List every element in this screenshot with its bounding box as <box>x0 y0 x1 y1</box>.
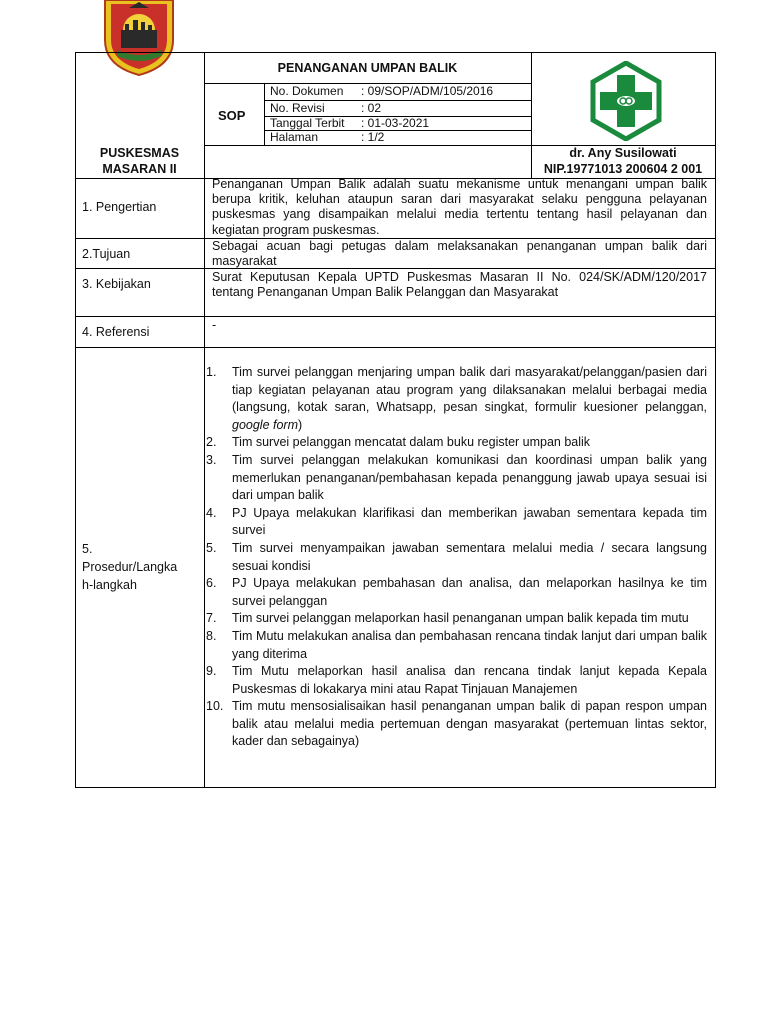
table-border-top <box>75 52 716 53</box>
step-number: 5. <box>206 540 217 555</box>
row-referensi-bottom <box>75 347 716 348</box>
kebijakan-text: Surat Keputusan Kepala UPTD Puskesmas Masaran II No. 024/SK/ADM/120/2017 tentang Penanganan Umpan Balik Pelanggan dan Masyarakat <box>212 270 707 300</box>
meta-value-tanggal-terbit: : 01-03-2021 <box>361 116 430 130</box>
step-number: 3. <box>206 452 217 467</box>
tujuan-text: Sebagai acuan bagi petugas dalam melaksanakan penanganan umpan balik dari masyarakat <box>212 239 707 269</box>
meta-label-no-revisi: No. Revisi <box>270 101 325 115</box>
regency-emblem-logo <box>103 0 175 76</box>
label-prosedur-line3: h-langkah <box>82 578 137 592</box>
label-prosedur-line1: 5. <box>82 542 93 556</box>
document-title: PENANGANAN UMPAN BALIK <box>277 61 458 75</box>
meta-label-halaman: Halaman <box>270 130 319 144</box>
step-number: 8. <box>206 628 217 643</box>
step-text: Tim Mutu melakukan analisa dan pembahasan rencana tindak lanjut dari umpan balik yang diterima <box>232 628 707 661</box>
row-kebijakan-bottom <box>75 316 716 317</box>
step-text: Tim mutu mensosialisaikan hasil penanganan umpan balik di papan respon umpan balik atau melalui media pertemuan dengan masyarakat (pertemuan lintas sektor, kader dan sebagainya) <box>232 699 707 749</box>
step-text: PJ Upaya melakukan klarifikasi dan memberikan jawaban sementara kepada tim survei <box>232 505 707 538</box>
procedure-step <box>206 575 707 610</box>
meta-value-no-revisi: : 02 <box>361 101 382 115</box>
signer-name: dr. Any Susilowati <box>569 146 677 160</box>
step-text: Tim survei menyampaikan jawaban sementara melalui media / secara langsung sesuai kondisi <box>232 540 707 573</box>
sop-label: SOP <box>218 108 246 123</box>
step-number: 7. <box>206 611 217 626</box>
sop-meta-divider <box>264 83 265 145</box>
label-kebijakan: 3. Kebijakan <box>82 277 151 291</box>
procedure-step <box>206 364 707 434</box>
procedure-step <box>206 610 707 628</box>
step-number: 6. <box>206 576 217 591</box>
org-name-line1: PUSKESMAS <box>99 146 180 160</box>
puskesmas-cross-logo <box>586 61 666 141</box>
step-text: Tim survei pelanggan menjaring umpan balik dari masyarakat/pelanggan/pasien dari tiap kegiatan pelayanan atau program yang dilaksanakan melalui berbagai media (langsung, kotak saran, Whatsapp, pesan singkat, formulir kuesioner pelanggan, <box>232 365 707 415</box>
step-number: 10. <box>206 699 224 714</box>
step-number: 2. <box>206 435 217 450</box>
table-border-bottom <box>75 787 716 788</box>
step-text: Tim survei pelanggan melakukan komunikasi dan koordinasi umpan balik yang memerlukan penanganan/pembahasan kepada penanggung jawab upaya sesuai isi dari umpan balik <box>232 452 707 503</box>
step-text: PJ Upaya melakukan pembahasan dan analisa, dan melaporkan hasilnya ke tim survei pelanggan <box>232 576 707 608</box>
meta-label-no-dokumen: No. Dokumen <box>270 84 344 98</box>
step-text: Tim survei pelanggan melaporkan hasil penanganan umpan balik kepada tim mutu <box>232 611 689 626</box>
meta-value-halaman: : 1/2 <box>361 130 385 144</box>
signer-nip: NIP.19771013 200604 2 001 <box>543 162 703 176</box>
referensi-text: - <box>212 318 217 332</box>
meta-value-no-dokumen: : 09/SOP/ADM/105/2016 <box>361 84 494 98</box>
procedure-step <box>206 452 707 505</box>
procedure-step <box>206 663 707 698</box>
procedure-step <box>206 434 707 452</box>
step-number: 1. <box>206 365 217 379</box>
procedure-step <box>206 698 707 751</box>
label-referensi: 4. Referensi <box>82 325 150 339</box>
step-text: Tim Mutu melaporkan hasil analisa dan rencana tindak lanjut kepada Kepala Puskesmas di lokakarya mini atau Rapat Tinjauan Manajemen <box>232 664 707 696</box>
meta-label-tanggal-terbit: Tanggal Terbit <box>270 116 345 130</box>
col-divider-1 <box>204 52 205 788</box>
procedure-steps-list <box>206 364 707 751</box>
procedure-step <box>206 540 707 575</box>
step-text: Tim survei pelanggan mencatat dalam buku register umpan balik <box>232 435 591 450</box>
table-border-right <box>715 52 716 788</box>
step-text-italic: google form <box>232 417 299 432</box>
label-pengertian: 1. Pengertian <box>82 200 157 214</box>
pengertian-text: Penanganan Umpan Balik adalah suatu mekanisme untuk menangani umpan balik berupa kritik, keluhan ataupun saran dari masyarakat selaku pengguna pelayanan puskesmas yang disampaikan melalui media tertentu tentang hasil pelayanan dan kegiatan program puskesmas. <box>212 177 707 237</box>
step-number: 9. <box>206 664 217 679</box>
procedure-step <box>206 628 707 663</box>
step-text-tail: ) <box>298 417 303 432</box>
procedure-step <box>206 505 707 540</box>
step-number: 4. <box>206 505 217 520</box>
label-tujuan: 2.Tujuan <box>82 247 131 261</box>
org-name-line2: MASARAN II <box>102 162 177 176</box>
label-prosedur-line2: Prosedur/Langka <box>82 560 178 574</box>
